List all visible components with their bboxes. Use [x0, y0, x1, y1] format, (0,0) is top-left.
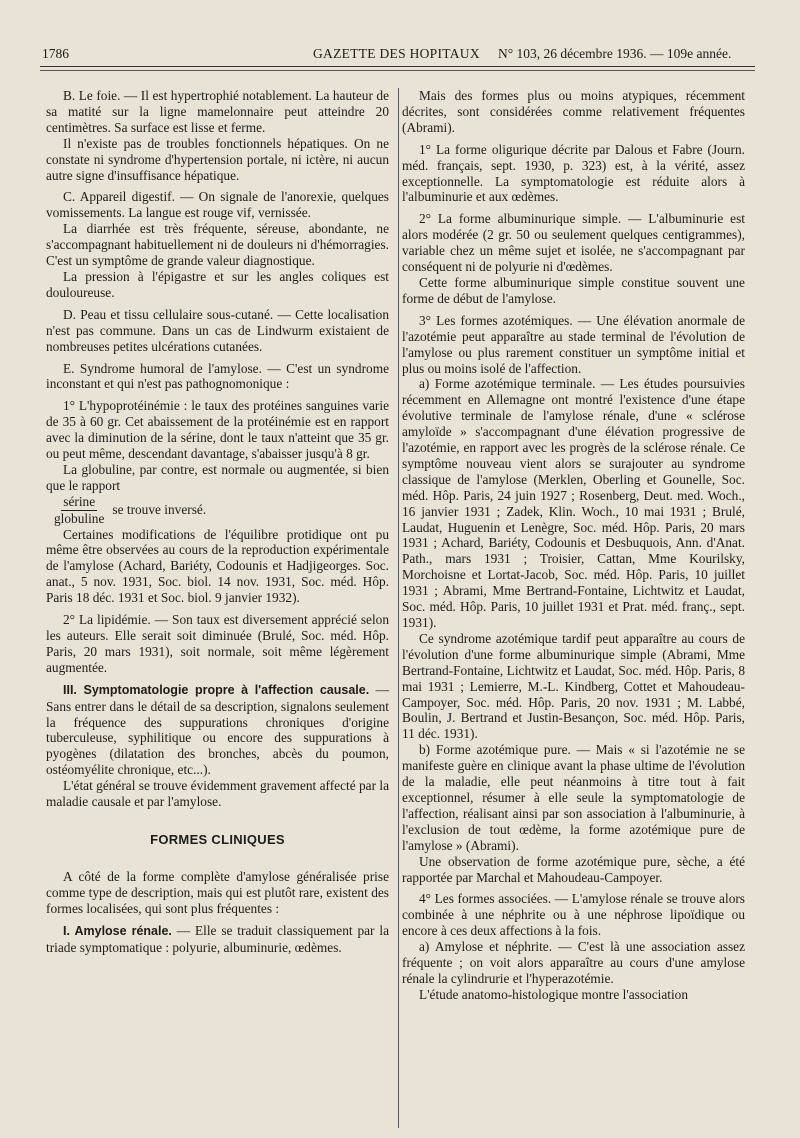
paragraph: Il n'existe pas de troubles fonctionnels hépatiques. On ne constate ni syndrome d'hypertension portale, ni ictère, ni aucun autre signe d'insuffisance hépatique. [46, 135, 389, 183]
paragraph: a) Forme azotémique terminale. — Les études poursuivies récemment en Allemagne ont montré l'existence d'une étape évolutive terminale de l'amylose rénale, d'une « sclérose amyloïde » s'accompagnant d'une élévation progressive de l'azotémie, en rapport avec les progrès de la sclérose rénale. Ce symptôme nouveau vient alors se surajouter au syndrome classique de l'amylose (Merklen, Oberling et Gounelle, Soc. méd. Hôp. Paris, 24 juin 1927 ; Rosenberg, Deut. med. Woch., 16 janvier 1931 ; Zadek, Klin. Woch., 10 mai 1931 ; Brulé, Laudat, Huguenin et Lenègre, Soc. méd. Hôp. Paris, 20 mars 1931 ; Achard, Bariéty, Codounis et Desbuquois, Ann. d'Anat. Path., mars 1931 ; Troisier, Cattan, Mme Kourilsky, Morchoisne et Lortat-Jacob, Soc. méd. Hôp. Paris, 10 juillet 1931 ; Abrami, Mme Bertrand-Fontaine, Lichtwitz et Laudat, Soc. méd. Hôp. Paris, 10 juillet 1931 et Prat. méd. franç., sept. 1931). [402, 376, 745, 630]
header-rule-thin [40, 70, 755, 71]
header-rule [40, 66, 755, 67]
paragraph: A côté de la forme complète d'amylose généralisée prise comme type de description, mais qui est plutôt rare, existent des formes localisées, qui sont plus fréquentes : [46, 868, 389, 916]
paragraph: 2° La forme albuminurique simple. — L'albuminurie est alors modérée (2 gr. 50 ou seulement quelques centigrammes), variable chez un même sujet et isolée, ne s'accompagnant par conséquent ni de polyurie ni d'œdèmes. [402, 211, 745, 275]
paragraph: L'état général se trouve évidemment gravement affecté par la maladie causale et par l'amylose. [46, 778, 389, 810]
paragraph: a) Amylose et néphrite. — C'est là une association assez fréquente ; on voit alors apparaître au cours d'une amylose rénale la cylindrurie et l'hyperazotémie. [402, 939, 745, 986]
page-number: 1786 [42, 46, 69, 61]
section-paragraph: I. Amylose rénale. — Elle se traduit classiquement par la triade symptomatique : polyurie, albuminurie, œdèmes. [46, 922, 389, 955]
fraction-numerator: sérine [63, 493, 96, 509]
paragraph: La diarrhée est très fréquente, séreuse, abondante, ne s'accompagnant habituellement ni de douleurs ni d'hémorragies. C'est un symptôme de grande valeur diagnostique. [46, 221, 389, 269]
paragraph: Une observation de forme azotémique pure, sèche, a été rapportée par Marchal et Mahoudeau-Campoyer. [402, 853, 745, 885]
issue-info: N° 103, 26 décembre 1936. — 109e année. [498, 46, 732, 61]
paragraph: Certaines modifications de l'équilibre protidique ont pu même être observées au cours de la reproduction expérimentale de l'amylose (Achard, Bariéty, Codounis et Hadjigeorges. Soc. anat., 5 nov. 1931, Soc. biol. 14 nov. 1931, Soc. méd. Hôp. Paris 18 déc. 1931 et Soc. biol. 9 janvier 1932). [46, 526, 389, 606]
ratio-text: se trouve inversé. [112, 502, 207, 518]
paragraph: b) Forme azotémique pure. — Mais « si l'azotémie ne se manifeste guère en clinique avant la phase ultime de l'évolution de la maladie, elle peut néanmoins à titre tout à fait exceptionnel, résumer à elle seule la symptomatologie de l'affection, réalisant ainsi par son association à l'albuminurie, à l'exclusion de tout œdème, la forme azotémique pure de l'amylose » (Abrami). [402, 742, 745, 853]
paragraph: C. Appareil digestif. — On signale de l'anorexie, quelques vomissements. La langue est rouge vif, vernissée. [46, 189, 389, 221]
paragraph: 3° Les formes azotémiques. — Une élévation anormale de l'azotémie peut apparaître au stade terminal de l'évolution de l'amylose ou plus rarement constituer un symptôme initial et plus ou moins isolé de l'affection. [402, 312, 745, 376]
paragraph: La globuline, par contre, est normale ou augmentée, si bien que le rapport [46, 461, 389, 493]
paragraph: E. Syndrome humoral de l'amylose. — C'est un syndrome inconstant et qui n'est pas pathognomonique : [46, 360, 389, 392]
paragraph: La pression à l'épigastre et sur les angles coliques est douloureuse. [46, 268, 389, 300]
paragraph: 1° L'hypoprotéinémie : le taux des protéines sanguines varie de 35 à 60 gr. Cet abaissement de la protéinémie est en rapport avec la diminution de la sérine, dont le taux n'atteint que 35 gr. ou peut même, descendant davantage, s'abaisser jusqu'à 8 gr. [46, 398, 389, 462]
ratio-line [46, 494, 389, 527]
journal-title: GAZETTE DES HOPITAUX [313, 46, 480, 61]
section-paragraph: III. Symptomatologie propre à l'affection causale. — Sans entrer dans le détail de sa description, signalons seulement la fréquence des suppurations chroniques d'origine tuberculeuse, syphilitique ou encore des suppurations à pyogènes (dilatation des bronches, abcès du poumon, ostéomyélite chronique, etc...). [46, 681, 389, 778]
column-divider [398, 88, 399, 1128]
fraction-denominator: globuline [54, 510, 105, 526]
right-column [402, 88, 745, 1003]
paragraph: 2° La lipidémie. — Son taux est diversement apprécié selon les auteurs. Elle serait soit diminuée (Brulé, Soc. méd. Hôp. Paris, 20 mars 1931), soit normale, soit même légèrement augmentée. [46, 612, 389, 675]
paragraph: 1° La forme oligurique décrite par Dalous et Fabre (Journ. méd. français, sept. 1930, p. 323) est, à la vérité, assez exceptionnelle. La symptomatologie est réduite alors à l'albuminurie et aux œdèmes. [402, 141, 745, 205]
section-heading: III. Symptomatologie propre à l'affection causale. [63, 682, 370, 697]
paragraph: Mais des formes plus ou moins atypiques, récemment décrites, sont considérées comme relativement fréquentes (Abrami). [402, 88, 745, 135]
left-column [46, 88, 389, 955]
paragraph: D. Peau et tissu cellulaire sous-cutané. — Cette localisation n'est pas commune. Dans un cas de Lindwurm existaient de nombreuses petites ulcérations cutanées. [46, 306, 389, 354]
ratio-fraction [52, 494, 106, 527]
paragraph: Cette forme albuminurique simple constitue souvent une forme de début de l'amylose. [402, 274, 745, 306]
paragraph: 4° Les formes associées. — L'amylose rénale se trouve alors combinée à une néphrite ou à une néphrose lipoïdique ou encore à ces deux affections à la fois. [402, 891, 745, 939]
paragraph: Ce syndrome azotémique tardif peut apparaître au cours de l'évolution d'une forme albuminurique simple (Abrami, Mme Bertrand-Fontaine, Lichtwitz et Laudat, Soc. méd. Hôp. Paris, 8 mai 1931 ; Lemierre, M.-L. Kindberg, Cottet et Mahoudeau-Campoyer, Soc. méd. Hôp. Paris, 20 nov. 1931 ; M. Labbé, Boulin, J. Bertrand et Justin-Besançon, Soc. méd. Hôp. Paris, 11 déc. 1931). [402, 630, 745, 742]
paragraph: B. Le foie. — Il est hypertrophié notablement. La hauteur de sa matité sur la ligne mamelonnaire peut atteindre 20 centimètres. Sa surface est lisse et ferme. [46, 88, 389, 135]
page-header [40, 42, 755, 68]
paragraph: L'étude anatomo-histologique montre l'association [419, 986, 689, 1002]
section-heading: I. Amylose rénale. [63, 923, 172, 938]
section-title: FORMES CLINIQUES [150, 831, 285, 847]
